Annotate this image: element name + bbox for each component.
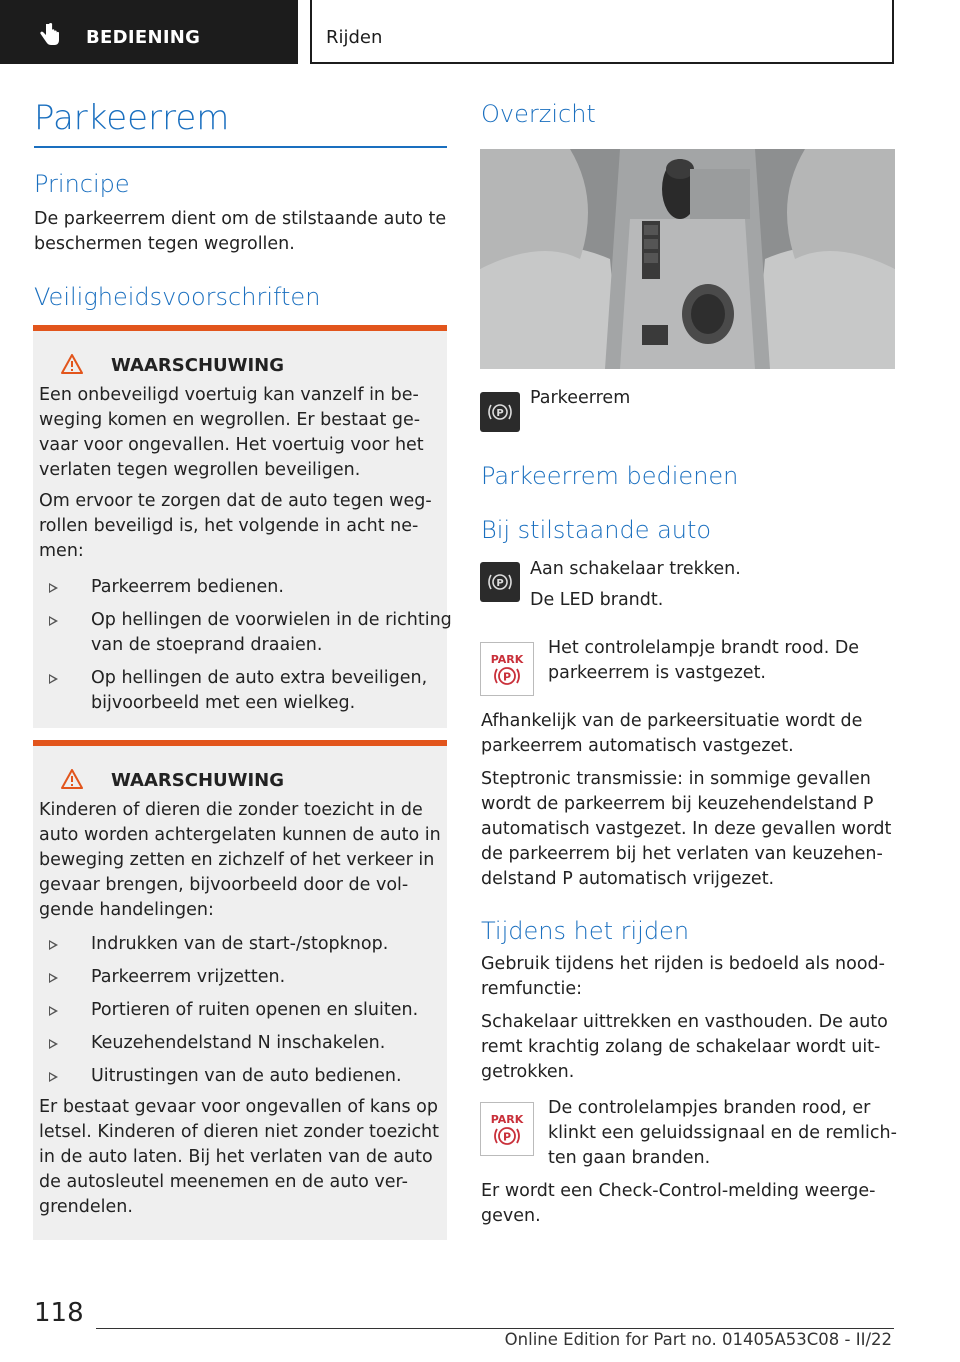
text-line: getrokken. — [481, 1062, 575, 1082]
warning-text — [39, 798, 441, 923]
section-tab — [0, 0, 298, 64]
park-indicator-icon — [480, 1102, 534, 1156]
text-line: automatisch vastgezet. In deze gevallen wordt — [481, 819, 892, 839]
text-line: verlaten tegen wegrollen beveiligen. — [39, 460, 361, 480]
chapter-tab — [310, 0, 894, 64]
warning-text — [39, 1095, 439, 1220]
warning-text — [39, 489, 432, 564]
warning-triangle-icon — [61, 769, 83, 789]
svg-text:P: P — [496, 578, 504, 589]
text-line: in de auto laten. Bij het verlaten van de auto — [39, 1147, 433, 1167]
driving-text — [481, 1010, 888, 1085]
stationary-heading: Bij stilstaande auto — [481, 516, 712, 544]
overview-heading: Overzicht — [481, 100, 596, 128]
driving-heading: Tijdens het rijden — [481, 917, 690, 945]
text-line: Schakelaar uittrekken en vasthouden. De auto — [481, 1012, 888, 1032]
text-line: ten gaan branden. — [548, 1148, 711, 1168]
text-line: auto worden achtergelaten kunnen de auto in — [39, 825, 441, 845]
text-line: letsel. Kinderen of dieren niet zonder toezicht — [39, 1122, 440, 1142]
list-item-text — [91, 608, 452, 658]
text-line: De parkeerrem dient om de stilstaande auto te — [34, 209, 447, 229]
steptronic-text — [481, 767, 891, 892]
parking-brake-switch-icon — [480, 392, 520, 432]
text-line: geven. — [481, 1206, 541, 1226]
bullet-arrow-icon — [49, 674, 58, 684]
page-title: Parkeerrem — [34, 98, 230, 138]
icon-caption: Parkeerrem — [530, 388, 631, 408]
text-line: van de stoeprand draaien. — [91, 635, 323, 655]
indicator-text — [548, 636, 859, 686]
indicator-text — [548, 1096, 897, 1171]
chapter-label: Rijden — [326, 27, 383, 48]
text-line: parkeerrem automatisch vastgezet. — [481, 736, 794, 756]
warning-text — [39, 383, 424, 483]
text-line: delstand P automatisch vrijgezet. — [481, 869, 775, 889]
hand-pointer-icon — [36, 22, 62, 48]
warning-bar — [33, 325, 447, 331]
svg-text:P: P — [496, 408, 504, 419]
park-label: PARK — [490, 1113, 524, 1126]
center-console-photo — [480, 149, 895, 369]
list-item-text: Indrukken van de start-/stopknop. — [91, 934, 389, 954]
list-item-text — [91, 666, 427, 716]
text-line: Aan schakelaar trekken. — [530, 559, 741, 579]
parking-brake-switch-icon — [480, 562, 520, 602]
bullet-arrow-icon — [49, 1039, 58, 1049]
text-line: De controlelampjes branden rood, er — [548, 1098, 871, 1118]
text-line: gevaar brengen, bijvoorbeeld door de vol- — [39, 875, 409, 895]
park-symbol: P — [502, 670, 512, 684]
text-line: grendelen. — [39, 1197, 133, 1217]
principle-text — [34, 207, 446, 257]
text-line: gende handelingen: — [39, 900, 214, 920]
principle-heading: Principe — [34, 170, 130, 198]
stationary-text — [530, 557, 741, 613]
text-line: Het controlelampje brandt rood. De — [548, 638, 860, 658]
text-line: remt krachtig zolang de schakelaar wordt uit- — [481, 1037, 881, 1057]
text-line: klinkt een geluidssignaal en de remlich- — [548, 1123, 897, 1143]
warning-triangle-icon — [61, 354, 83, 374]
bullet-arrow-icon — [49, 973, 58, 983]
warning-box-1 — [33, 325, 452, 728]
bullet-arrow-icon — [49, 1072, 58, 1082]
auto-text — [481, 709, 862, 759]
list-item-text: Uitrustingen van de auto bedienen. — [91, 1066, 402, 1086]
list-item-text: Parkeerrem vrijzetten. — [91, 967, 286, 987]
text-line: weging komen en wegrollen. Er bestaat ge- — [39, 410, 421, 430]
text-line: bijvoorbeeld met een wielkeg. — [91, 693, 356, 713]
text-line: wordt de parkeerrem bij keuzehendelstand P — [481, 794, 874, 814]
bullet-arrow-icon — [49, 940, 58, 950]
text-line: Gebruik tijdens het rijden is bedoeld als nood- — [481, 954, 885, 974]
warning-box-2 — [33, 740, 447, 1240]
text-line: De LED brandt. — [530, 590, 664, 610]
text-line: de autosleutel meenemen en de auto ver- — [39, 1172, 408, 1192]
text-line: Op hellingen de auto extra beveiligen, — [91, 668, 428, 688]
warning-bar — [33, 740, 447, 746]
park-symbol: P — [502, 1130, 512, 1144]
text-line: remfunctie: — [481, 979, 582, 999]
text-line: Een onbeveiligd voertuig kan vanzelf in be- — [39, 385, 419, 405]
bullet-arrow-icon — [49, 616, 58, 626]
bullet-arrow-icon — [49, 1006, 58, 1016]
text-line: Op hellingen de voorwielen in de richting — [91, 610, 452, 630]
check-control-text — [481, 1179, 876, 1229]
list-item-text: Portieren of ruiten openen en sluiten. — [91, 1000, 419, 1020]
warning-label: WAARSCHUWING — [111, 770, 285, 791]
text-line: Om ervoor te zorgen dat de auto tegen weg- — [39, 491, 432, 511]
edition-note: Online Edition for Part no. 01405A53C08 - II/22 — [504, 1330, 892, 1349]
page-number: 118 — [34, 1298, 84, 1328]
operate-heading: Parkeerrem bedienen — [481, 462, 739, 490]
text-line: men: — [39, 541, 84, 561]
text-line: Afhankelijk van de parkeersituatie wordt de — [481, 711, 863, 731]
text-line: Kinderen of dieren die zonder toezicht in de — [39, 800, 423, 820]
text-line: de parkeerrem bij het verlaten van keuzehen- — [481, 844, 883, 864]
text-line: Er bestaat gevaar voor ongevallen of kans op — [39, 1097, 438, 1117]
list-item-text: Parkeerrem bedienen. — [91, 577, 284, 597]
bullet-arrow-icon — [49, 583, 58, 593]
safety-heading: Veiligheidsvoorschriften — [34, 283, 321, 311]
park-label: PARK — [490, 653, 524, 666]
title-divider — [34, 146, 447, 148]
text-line: rollen beveiligd is, het volgende in acht ne- — [39, 516, 419, 536]
footer-divider — [96, 1328, 894, 1329]
text-line: beschermen tegen wegrollen. — [34, 234, 295, 254]
text-line: parkeerrem is vastgezet. — [548, 663, 766, 683]
park-indicator-icon — [480, 642, 534, 696]
text-line: beweging zetten en zichzelf of het verkeer in — [39, 850, 435, 870]
section-label: BEDIENING — [86, 27, 201, 48]
driving-text — [481, 952, 885, 1002]
list-item-text: Keuzehendelstand N inschakelen. — [91, 1033, 386, 1053]
text-line: Steptronic transmissie: in sommige gevallen — [481, 769, 871, 789]
warning-label: WAARSCHUWING — [111, 355, 285, 376]
text-line: vaar voor ongevallen. Het voertuig voor het — [39, 435, 424, 455]
text-line: Er wordt een Check-Control-melding weerge- — [481, 1181, 876, 1201]
